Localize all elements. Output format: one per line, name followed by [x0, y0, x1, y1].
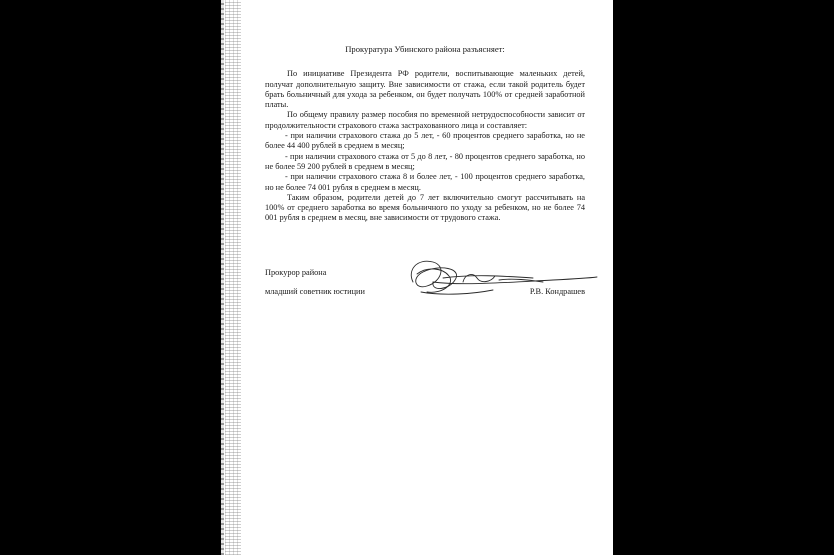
signatory-position: Прокурор района	[265, 268, 327, 277]
paragraph-conclusion: Таким образом, родители детей до 7 лет включительно смогут рассчитывать на 100% от среднего заработка во время больничного по уходу за ребенком, но не более 74 001 рубля в среднем в месяц, вне зависимости от трудового стажа.	[265, 192, 585, 223]
signatory-name: Р.В. Кондрашев	[529, 287, 585, 296]
scan-artifact-edge	[221, 0, 224, 555]
signature-block	[265, 268, 585, 308]
list-item-5-to-8-years: - при наличии страхового стажа от 5 до 8 лет, - 80 процентов среднего заработка, но не более 59 200 рублей в среднем в месяц;	[265, 151, 585, 171]
list-item-up-to-5-years: - при наличии страхового стажа до 5 лет, - 60 процентов среднего заработка, но не более 44 400 рублей в среднем в месяц;	[265, 131, 585, 151]
scan-artifact-noise	[225, 0, 241, 555]
paragraph-general-rule: По общему правилу размер пособия по временной нетрудоспособности зависит от продолжительности страхового стажа застрахованного лица и составляет:	[265, 110, 585, 130]
paragraph-intro: По инициативе Президента РФ родители, воспитывающие маленьких детей, получат дополнительную защиту. Вне зависимости от стажа, если такой родитель будет брать больничный для ухода за ребенком, он будет получать 100% от средней заработной платы.	[265, 69, 585, 110]
signatory-rank: младший советник юстиции	[265, 287, 365, 296]
document-body	[265, 44, 585, 224]
document-page	[221, 0, 613, 555]
document-title: Прокуратура Убинского района разъясняет:	[345, 44, 505, 54]
list-item-8-plus-years: - при наличии страхового стажа 8 и более лет, - 100 процентов среднего заработка, но не более 74 001 рубля в среднем в месяц.	[265, 172, 585, 192]
